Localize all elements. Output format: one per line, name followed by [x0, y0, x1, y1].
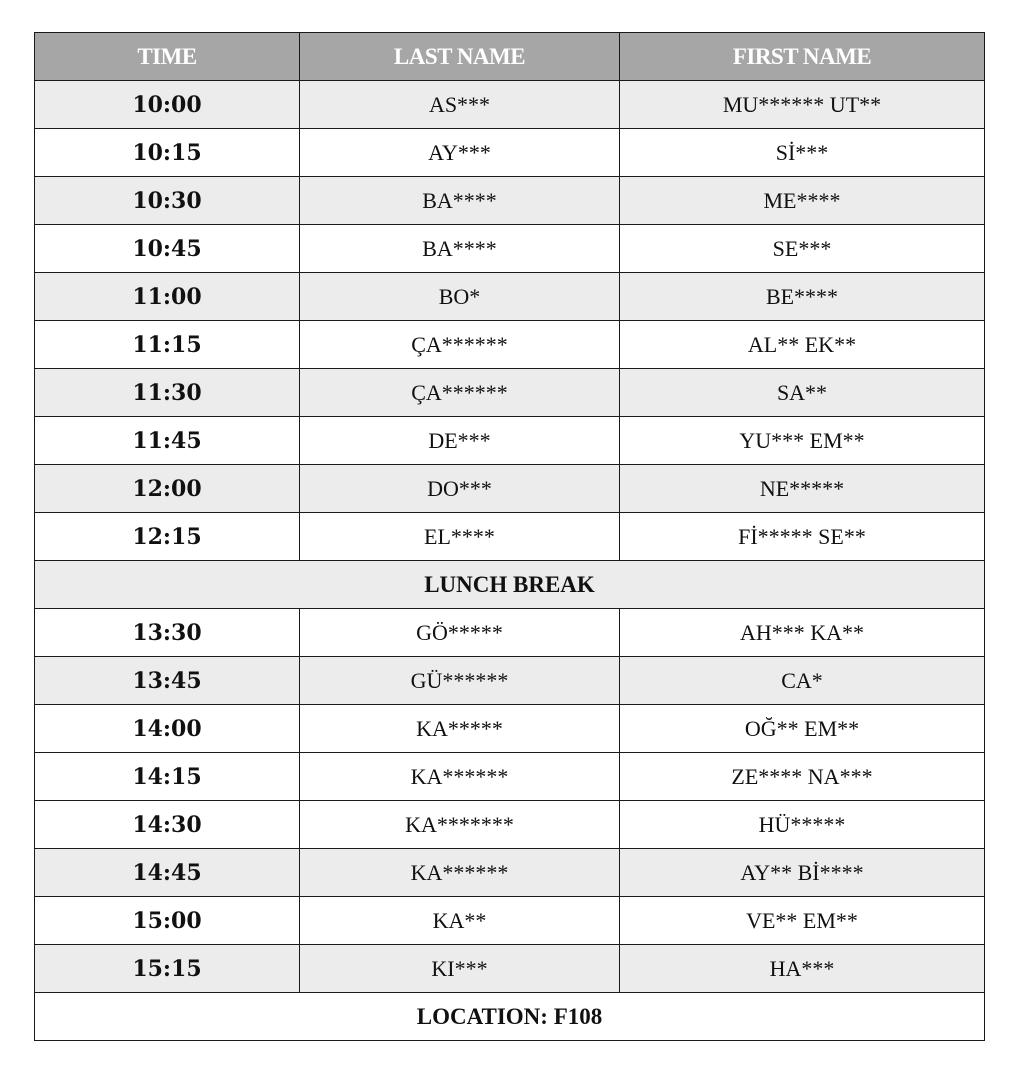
table-row [35, 657, 985, 705]
last-name-cell: AY*** [300, 129, 620, 177]
last-name-cell: GÖ***** [300, 609, 620, 657]
time-cell: 14:30 [35, 801, 300, 849]
header-row [35, 33, 985, 81]
time-cell: 14:00 [35, 705, 300, 753]
last-name-cell: ÇA****** [300, 321, 620, 369]
last-name-cell: KA***** [300, 705, 620, 753]
time-cell: 11:00 [35, 273, 300, 321]
last-name-cell: EL**** [300, 513, 620, 561]
time-cell: 10:15 [35, 129, 300, 177]
header-last-name: LAST NAME [300, 33, 620, 81]
table-row [35, 753, 985, 801]
table-body [35, 81, 985, 1041]
last-name-cell: DE*** [300, 417, 620, 465]
schedule-table [34, 32, 985, 1041]
table-row [35, 945, 985, 993]
time-cell: 10:30 [35, 177, 300, 225]
last-name-cell: GÜ****** [300, 657, 620, 705]
table-row [35, 225, 985, 273]
location-label: LOCATION: F108 [35, 993, 985, 1041]
table-row [35, 705, 985, 753]
last-name-cell: AS*** [300, 81, 620, 129]
first-name-cell: VE** EM** [620, 897, 985, 945]
table-row [35, 849, 985, 897]
time-cell: 14:45 [35, 849, 300, 897]
last-name-cell: BA**** [300, 177, 620, 225]
last-name-cell: KA****** [300, 849, 620, 897]
lunch-break-row [35, 561, 985, 609]
first-name-cell: AL** EK** [620, 321, 985, 369]
table-row [35, 417, 985, 465]
table-row [35, 465, 985, 513]
last-name-cell: KA****** [300, 753, 620, 801]
table-row [35, 609, 985, 657]
last-name-cell: KA** [300, 897, 620, 945]
table-row [35, 369, 985, 417]
first-name-cell: AY** Bİ**** [620, 849, 985, 897]
first-name-cell: BE**** [620, 273, 985, 321]
table-row [35, 897, 985, 945]
time-cell: 11:15 [35, 321, 300, 369]
time-cell: 11:45 [35, 417, 300, 465]
first-name-cell: AH*** KA** [620, 609, 985, 657]
table-row [35, 177, 985, 225]
last-name-cell: BO* [300, 273, 620, 321]
lunch-break-label: LUNCH BREAK [35, 561, 985, 609]
first-name-cell: HA*** [620, 945, 985, 993]
time-cell: 11:30 [35, 369, 300, 417]
first-name-cell: Sİ*** [620, 129, 985, 177]
time-cell: 13:45 [35, 657, 300, 705]
first-name-cell: OĞ** EM** [620, 705, 985, 753]
table-header [35, 33, 985, 81]
table-row [35, 273, 985, 321]
last-name-cell: BA**** [300, 225, 620, 273]
first-name-cell: CA* [620, 657, 985, 705]
header-time: TIME [35, 33, 300, 81]
first-name-cell: ZE**** NA*** [620, 753, 985, 801]
last-name-cell: DO*** [300, 465, 620, 513]
first-name-cell: Fİ***** SE** [620, 513, 985, 561]
time-cell: 14:15 [35, 753, 300, 801]
time-cell: 12:15 [35, 513, 300, 561]
first-name-cell: SE*** [620, 225, 985, 273]
time-cell: 12:00 [35, 465, 300, 513]
first-name-cell: SA** [620, 369, 985, 417]
first-name-cell: MU****** UT** [620, 81, 985, 129]
first-name-cell: HÜ***** [620, 801, 985, 849]
table-row [35, 81, 985, 129]
location-row [35, 993, 985, 1041]
time-cell: 15:15 [35, 945, 300, 993]
time-cell: 13:30 [35, 609, 300, 657]
table-row [35, 321, 985, 369]
last-name-cell: KI*** [300, 945, 620, 993]
time-cell: 15:00 [35, 897, 300, 945]
last-name-cell: ÇA****** [300, 369, 620, 417]
table-row [35, 129, 985, 177]
table-row [35, 513, 985, 561]
header-first-name: FIRST NAME [620, 33, 985, 81]
last-name-cell: KA******* [300, 801, 620, 849]
first-name-cell: ME**** [620, 177, 985, 225]
time-cell: 10:45 [35, 225, 300, 273]
table-row [35, 801, 985, 849]
first-name-cell: YU*** EM** [620, 417, 985, 465]
first-name-cell: NE***** [620, 465, 985, 513]
time-cell: 10:00 [35, 81, 300, 129]
